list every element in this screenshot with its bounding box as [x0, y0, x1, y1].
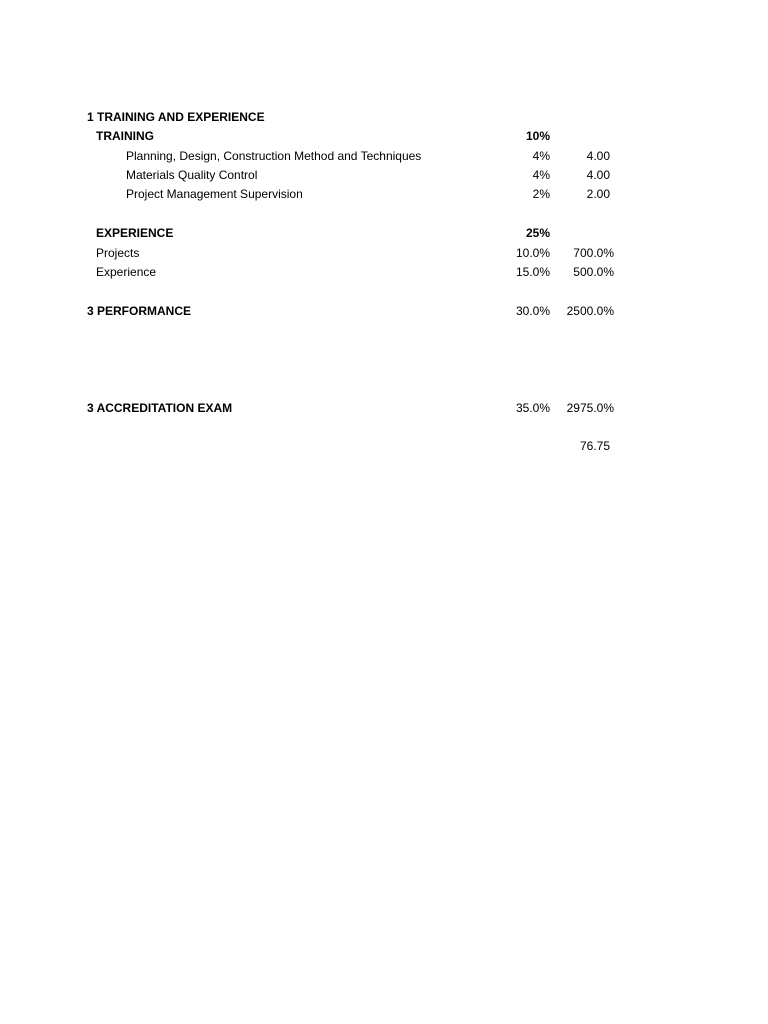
total-row	[0, 437, 768, 456]
table-row	[0, 244, 768, 263]
item-weight: 15.0%	[515, 265, 550, 279]
section-row-performance	[0, 302, 768, 321]
training-weight: 10%	[525, 129, 550, 143]
section-row-accreditation	[0, 399, 768, 418]
subsection-row-training	[0, 127, 768, 146]
total-value: 76.75	[579, 439, 610, 453]
item-weight: 4%	[532, 149, 550, 163]
item-label: Planning, Design, Construction Method and Techniques	[126, 149, 422, 163]
item-score: 700.0%	[573, 246, 614, 260]
section-row-training-experience	[0, 108, 768, 127]
section-title-training-experience: 1 TRAINING AND EXPERIENCE	[87, 110, 265, 124]
table-row	[0, 147, 768, 166]
item-label: Projects	[96, 246, 140, 260]
table-row	[0, 166, 768, 185]
experience-weight: 25%	[525, 226, 550, 240]
item-weight: 2%	[532, 187, 550, 201]
subsection-row-experience	[0, 224, 768, 243]
item-weight: 4%	[532, 168, 550, 182]
accreditation-weight: 35.0%	[515, 401, 550, 415]
accreditation-score: 2975.0%	[566, 401, 614, 415]
item-label: Project Management Supervision	[126, 187, 303, 201]
item-score: 4.00	[586, 168, 610, 182]
item-score: 4.00	[586, 149, 610, 163]
item-score: 2.00	[586, 187, 610, 201]
item-score: 500.0%	[573, 265, 614, 279]
subsection-title-experience: EXPERIENCE	[96, 226, 174, 240]
subsection-title-training: TRAINING	[96, 129, 154, 143]
table-row	[0, 263, 768, 282]
section-title-performance: 3 PERFORMANCE	[87, 304, 192, 318]
section-title-accreditation: 3 ACCREDITATION EXAM	[87, 401, 233, 415]
performance-score: 2500.0%	[566, 304, 614, 318]
item-label: Experience	[96, 265, 157, 279]
item-label: Materials Quality Control	[126, 168, 258, 182]
item-weight: 10.0%	[515, 246, 550, 260]
table-row	[0, 185, 768, 204]
performance-weight: 30.0%	[515, 304, 550, 318]
